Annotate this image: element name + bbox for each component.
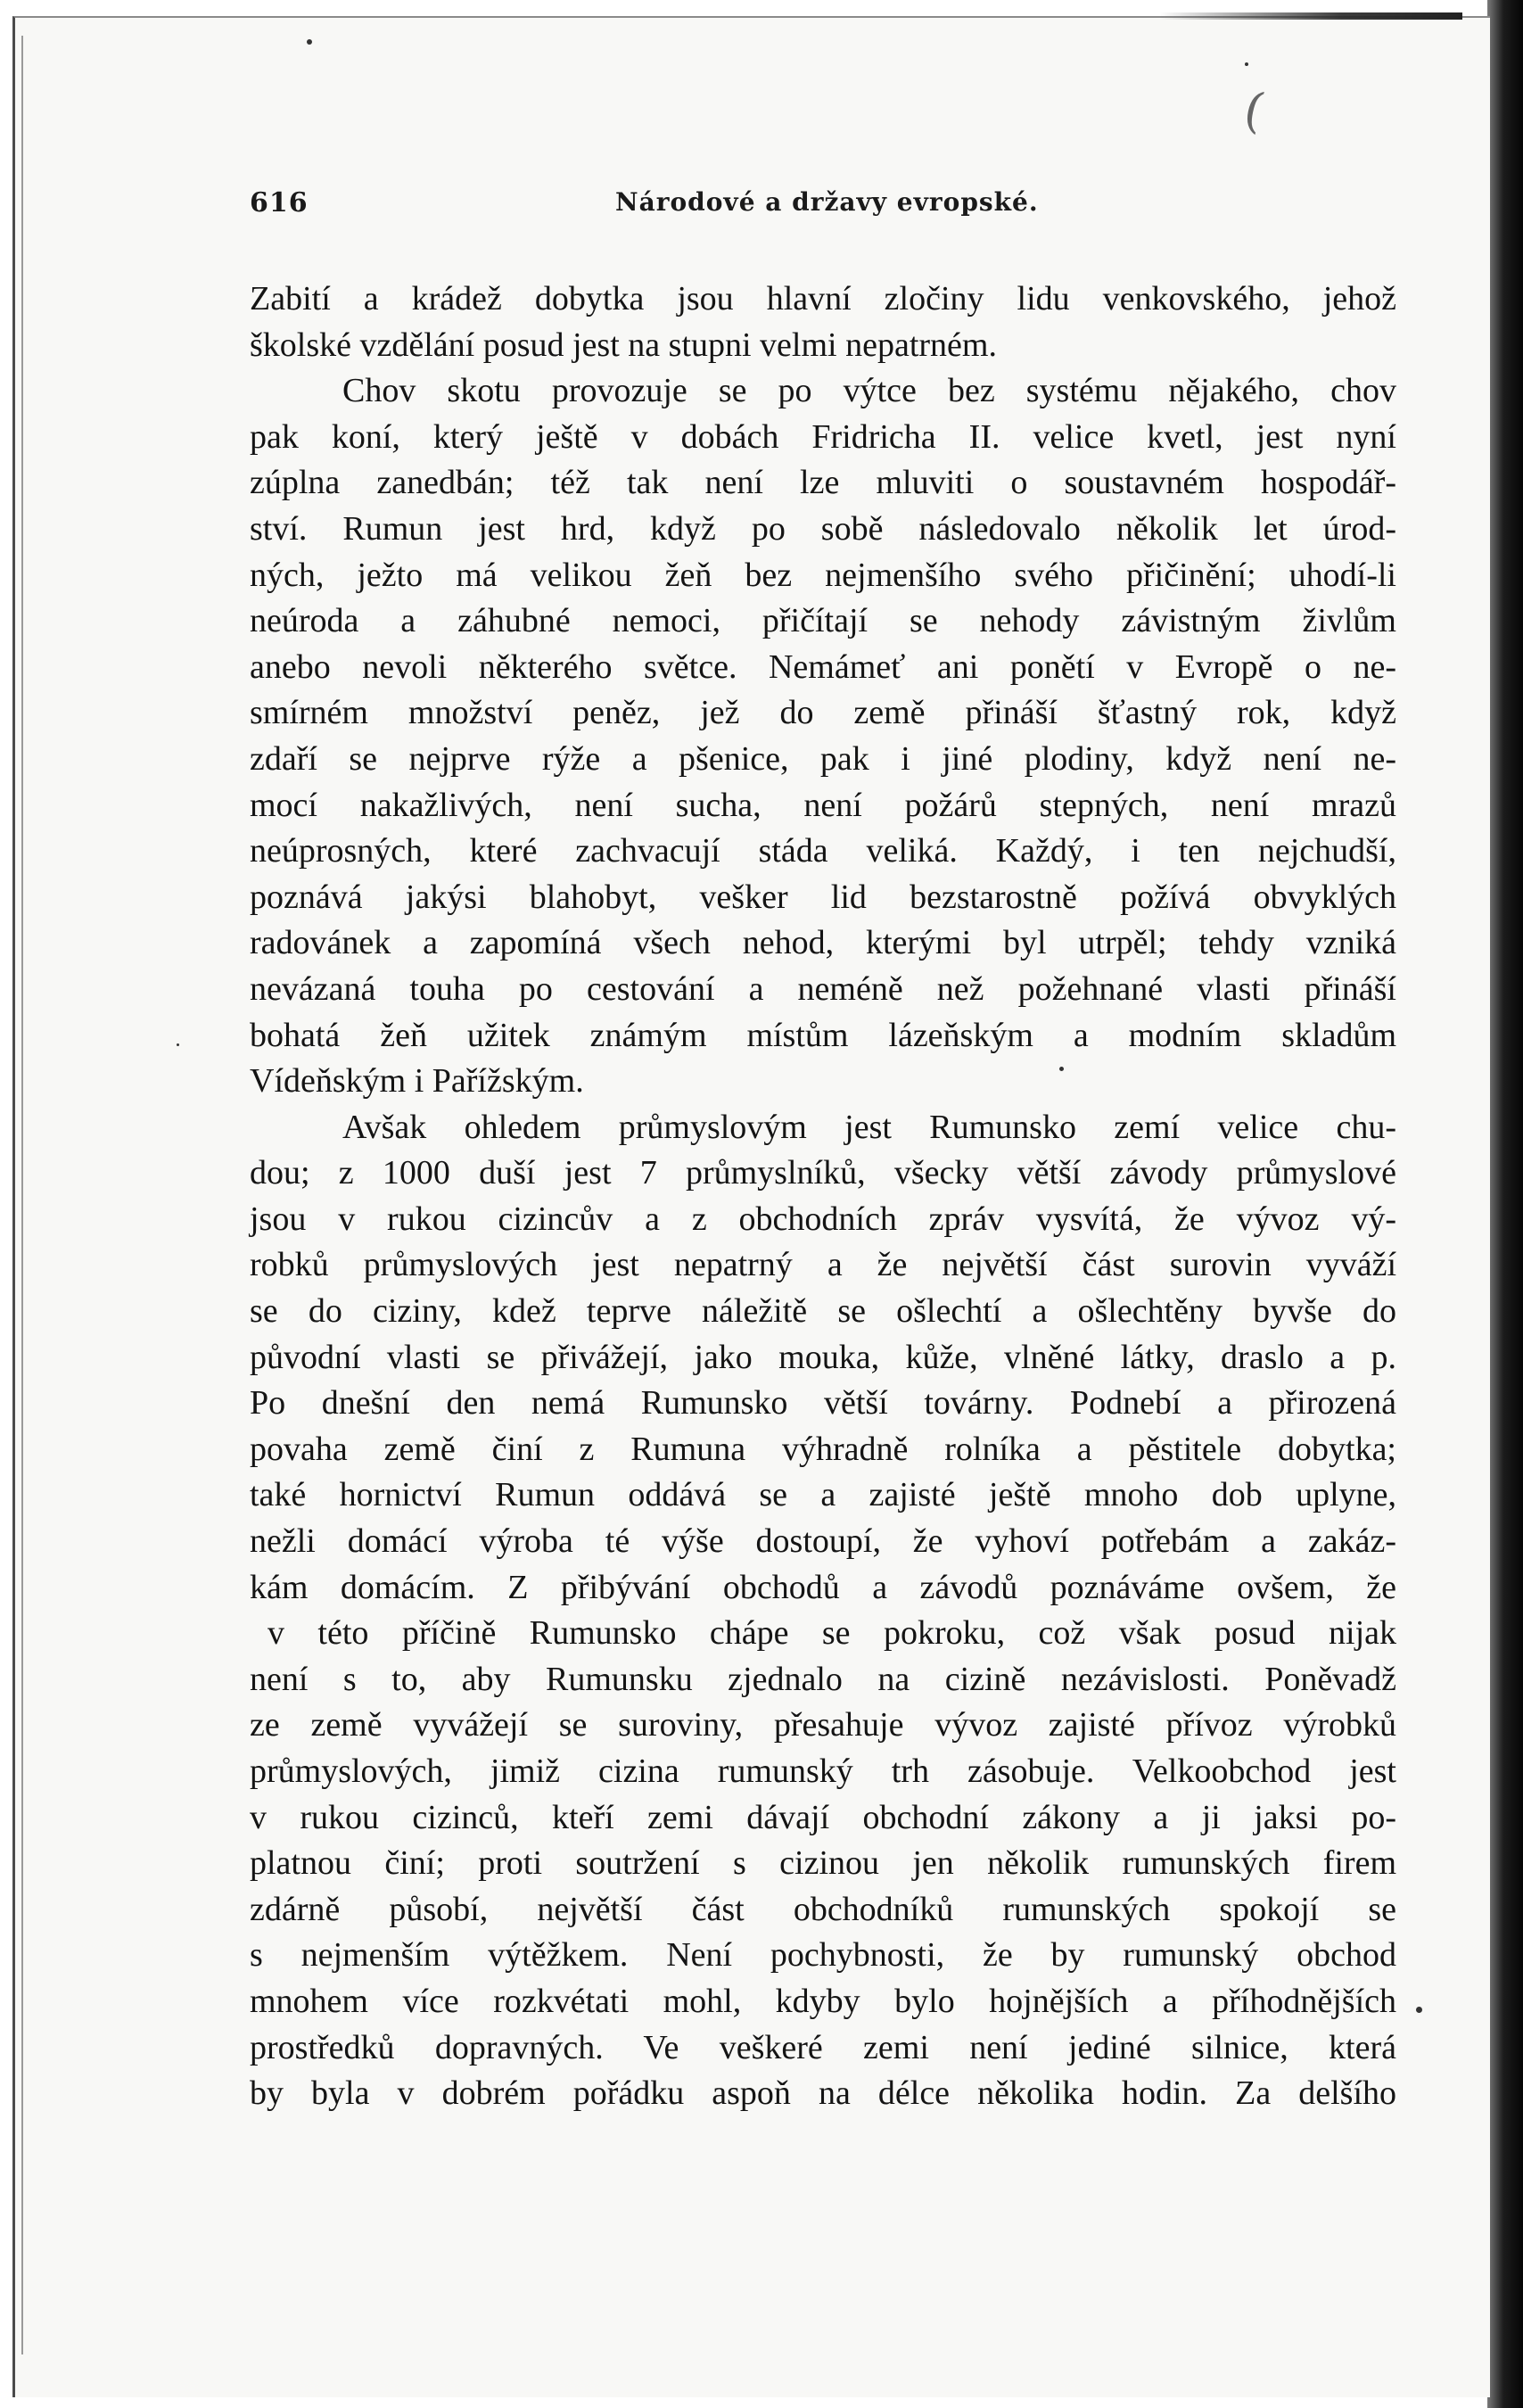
text-line: se do ciziny, kdež teprve náležitě se ošlechtí a ošlechtěny byvše do [250,1292,1396,1331]
text-line: nežli domácí výroba té výše dostoupí, že vyhoví potřebám a zakáz- [250,1522,1396,1561]
text-line: poznává jakýsi blahobyt, vešker lid bezstarostně požívá obvyklých [250,878,1396,916]
text-line: mocí nakažlivých, není sucha, není požárů stepných, není mrazů [250,786,1396,824]
text-line: školské vzdělání posud jest na stupni velmi nepatrném. [250,326,997,364]
text-line: neúprosných, které zachvacují stáda veliká. Každý, i ten nejchudší, [250,832,1396,870]
text-line: Po dnešní den nemá Rumunsko větší továrny. Podnebí a přirozená [250,1384,1396,1423]
text-line: není s to, aby Rumunsku zjednalo na cizině nezávislosti. Poněvadž [250,1660,1396,1698]
text-line: mnohem více rozkvétati mohl, kdyby bylo hojnějších a příhodnějších [250,1982,1396,2020]
text-line: původní vlasti se přivážejí, jako mouka, kůže, vlněné látky, draslo a p. [250,1338,1396,1376]
text-line: Avšak ohledem průmyslovým jest Rumunsko zemí velice chu- [342,1108,1396,1146]
scan-top-edge [1159,12,1462,20]
page-number: 616 [250,187,309,219]
text-line: platnou činí; proti soutržení s cizinou jen několik rumunských firem [250,1844,1396,1883]
text-line: v této příčině Rumunsko chápe se pokroku, což však posud nijak [268,1614,1396,1653]
text-line: zdaří se nejprve rýže a pšenice, pak i jiné plodiny, když není ne- [250,739,1396,778]
text-line: Vídeňským i Pařížským. [250,1062,584,1101]
page-left-edge [21,36,23,2354]
text-line: smírném množství peněz, jež do země přináší šťastný rok, když [250,694,1396,732]
text-line: pak koní, který ještě v dobách Fridricha II. velice kvetl, jest nyní [250,417,1396,456]
page-header [250,187,1396,227]
dust-speck [1416,2007,1422,2013]
text-line: kám domácím. Z přibývání obchodů a závodů poznáváme ovšem, že [250,1568,1396,1606]
text-line: nevázaná touha po cestování a neméně než požehnané vlasti přináší [250,969,1396,1008]
text-line: prostředků dopravných. Ve veškeré zemi není jediné silnice, která [250,2028,1396,2066]
dust-speck [1245,62,1248,66]
text-line: Zabití a krádež dobytka jsou hlavní zločiny lidu venkovského, jehož [250,280,1396,317]
text-line: v rukou cizinců, kteří zemi dávají obchodní zákony a ji jaksi po- [250,1798,1396,1836]
text-line: ze země vyvážejí se suroviny, přesahuje vývoz zajisté přívoz výrobků [250,1706,1396,1744]
dust-speck [307,39,312,45]
text-line: radovánek a zapomíná všech nehod, kterými byl utrpěl; tehdy vzniká [250,924,1396,962]
text-line: zdárně působí, největší část obchodníků rumunských spokojí se [250,1890,1396,1928]
text-line: jsou v rukou cizincův a z obchodních zpráv vysvítá, že vývoz vý- [250,1200,1396,1238]
text-line: neúroda a záhubné nemoci, přičítají se nehody závistným živlům [250,602,1396,640]
text-line: Chov skotu provozuje se po výtce bez systému nějakého, chov [342,372,1396,410]
text-line: zúplna zanedbán; též tak není lze mluviti o soustavném hospodář- [250,464,1396,502]
text-line: průmyslových, jimiž cizina rumunský trh zásobuje. Velkoobchod jest [250,1752,1396,1790]
dust-speck [177,1043,179,1046]
scan-shadow-edge [1487,0,1523,2408]
body-text [250,276,1396,2117]
text-line: dou; z 1000 duší jest 7 průmyslníků, všecky větší závody průmyslové [250,1154,1396,1192]
text-line: ství. Rumun jest hrd, když po sobě následovalo několik let úrod- [250,509,1396,548]
text-line: ných, ježto má velikou žeň bez nejmenšího svého přičinění; uhodí-li [250,556,1396,594]
text-line: také hornictví Rumun oddává se a zajisté ještě mnoho dob uplyne, [250,1476,1396,1514]
text-line: s nejmenším výtěžkem. Není pochybnosti, že by rumunský obchod [250,1936,1396,1975]
text-line: by byla v dobrém pořádku aspoň na délce několika hodin. Za delšího [250,2074,1396,2113]
text-line: robků průmyslových jest nepatrný a že největší část surovin vyváží [250,1246,1396,1284]
text-line: bohatá žeň užitek známým místům lázeňským a modním skladům [250,1016,1396,1054]
scan-curl-mark: ( [1239,80,1270,140]
text-line: anebo nevoli některého světce. Nemámeť ani ponětí v Evropě o ne- [250,647,1396,686]
text-line: povaha země činí z Rumuna výhradně rolníka a pěstitele dobytka; [250,1430,1396,1468]
running-title: Národové a državy evropské. [615,187,1039,217]
